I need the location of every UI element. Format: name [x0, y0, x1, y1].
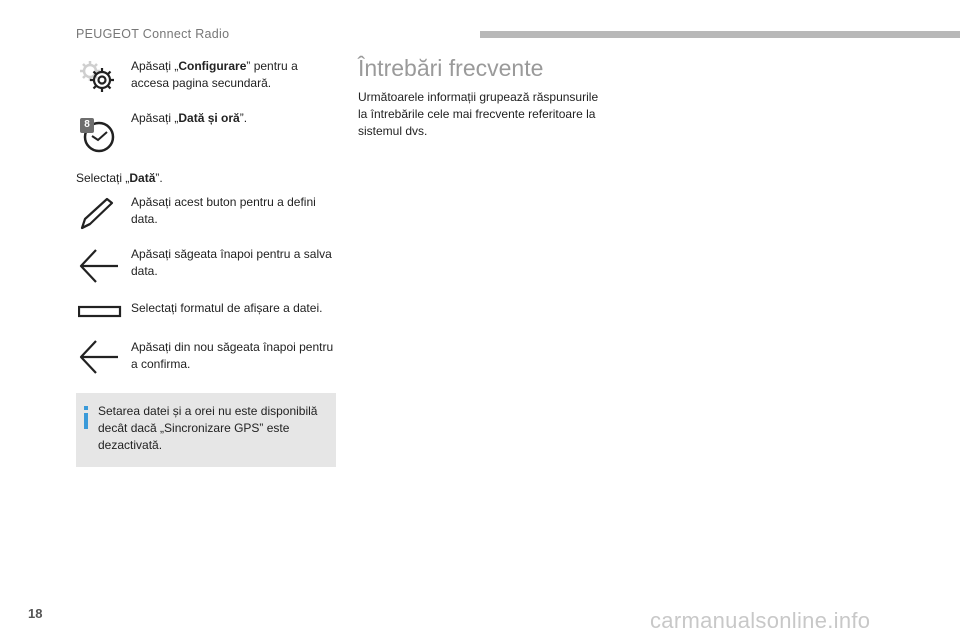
info-note-text: Setarea datei și a orei nu este disponibilă decât dacă „Sincronizare GPS” este dezactivată. — [98, 404, 318, 452]
badge-number: 8 — [84, 119, 90, 130]
info-icon — [84, 406, 88, 410]
back-arrow-icon — [78, 338, 122, 381]
faq-title: Întrebări frecvente — [358, 55, 544, 81]
step-format: Selectați formatul de afișare a datei. — [131, 301, 323, 315]
watermark: carmanualsonline.info — [650, 608, 871, 633]
select-date-line: Selectați „Dată”. — [76, 171, 163, 185]
gear-icon — [78, 58, 122, 103]
step-back-confirm: Apăsați din nou săgeata înapoi pentru a confirma. — [131, 340, 334, 371]
faq-body: Următoarele informații grupează răspunsurile la întrebările cele mai frecvente referitoare la sistemul dvs. — [358, 90, 599, 138]
step-pencil: Apăsați acest buton pentru a defini data. — [131, 195, 316, 226]
pencil-icon — [78, 196, 118, 237]
back-arrow-icon — [78, 247, 122, 290]
info-icon-stem — [84, 413, 88, 429]
format-bar-icon — [78, 305, 122, 324]
header-bar — [480, 31, 960, 38]
header-title: PEUGEOT Connect Radio — [76, 27, 230, 41]
page-number: 18 — [28, 606, 43, 621]
step-back-save: Apăsați săgeata înapoi pentru a salva data. — [131, 247, 332, 278]
step-configurare: Apăsați „Configurare” pentru a accesa pagina secundară. — [131, 59, 298, 90]
step-data-ora: Apăsați „Dată și oră”. — [131, 111, 248, 125]
